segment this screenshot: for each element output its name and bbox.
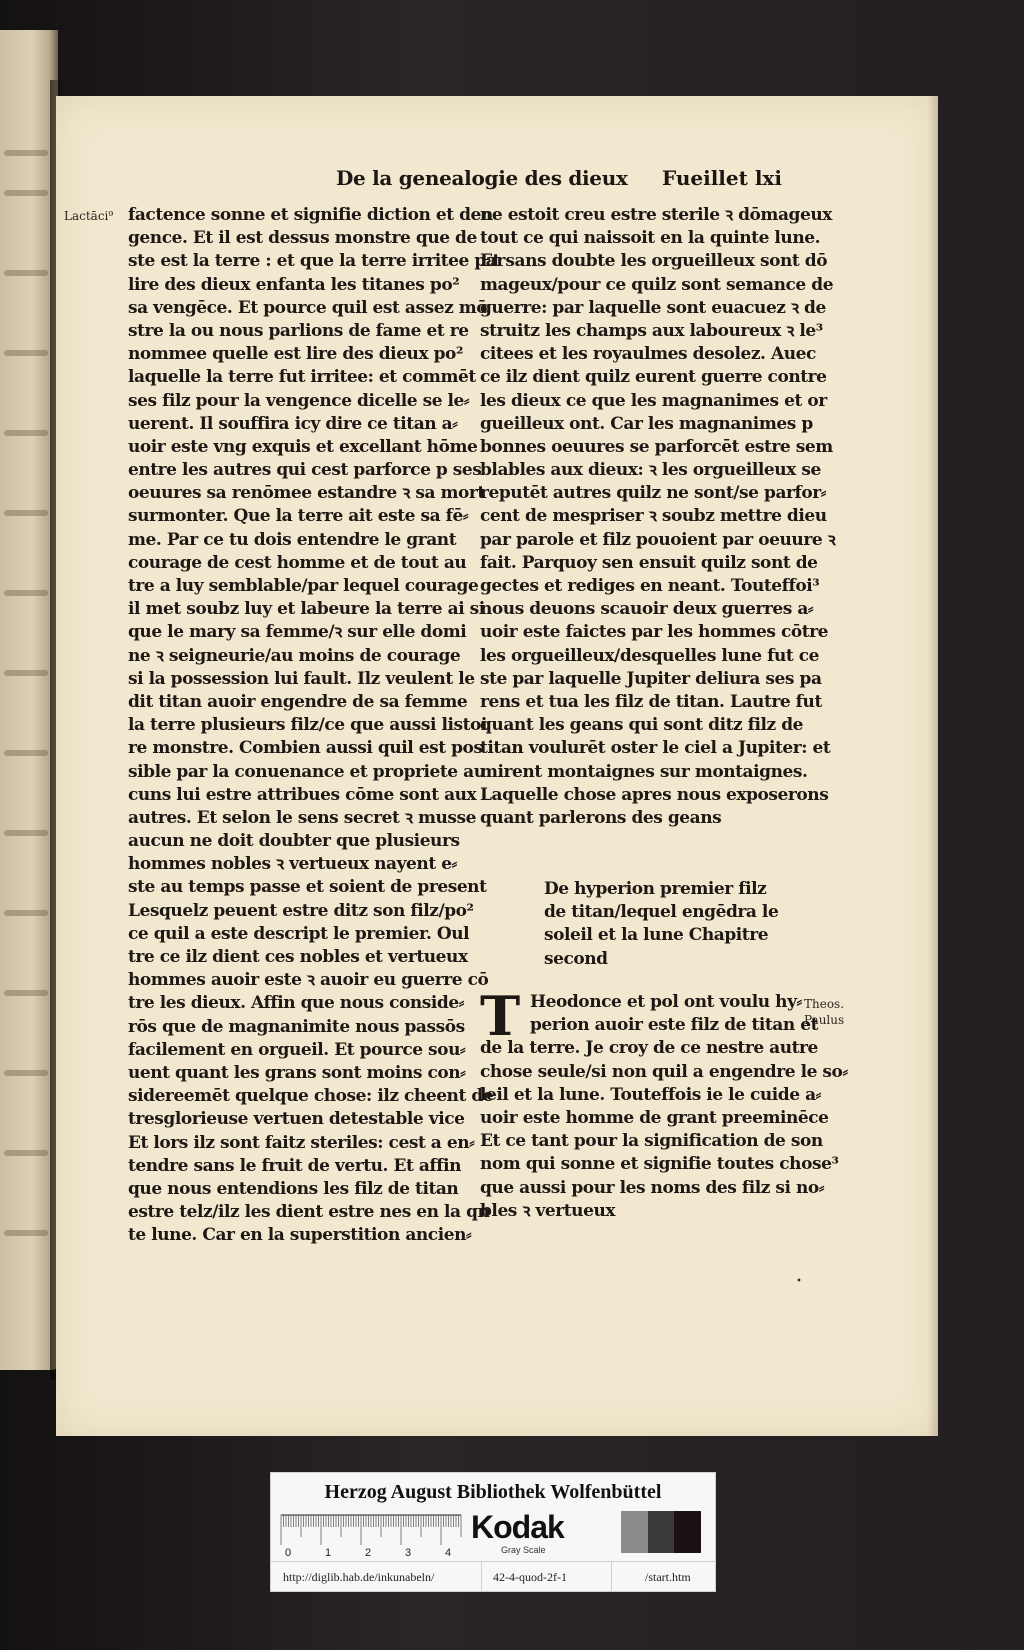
book-page <box>56 96 938 1436</box>
text-line: leil et la lune. Touteffois ie le cuide a⸗ <box>480 1084 821 1105</box>
scale-number: 1 <box>325 1547 332 1559</box>
text-line: que aussi pour les noms des filz si no⸗ <box>480 1177 825 1198</box>
text-line: sible par la conuenance et propriete au <box>128 761 486 782</box>
text-line: Heodonce et pol ont voulu hy⸗ <box>530 992 802 1012</box>
text-line: sidereemēt quelque chose: ilz cheent de <box>128 1086 494 1107</box>
text-line: uoir este faictes par les hommes cōtre <box>480 622 829 643</box>
text-line: facilement en orgueil. Et pource sou⸗ <box>128 1039 466 1060</box>
text-line: ste est la terre : et que la terre irritee par <box>128 251 505 272</box>
text-line: uoir este homme de grant preeminēce <box>480 1107 829 1128</box>
text-line: second <box>544 948 608 969</box>
text-line: ce ilz dient quilz eurent guerre contre <box>480 367 827 388</box>
text-line: citees et les royaulmes desolez. Auec <box>480 344 816 365</box>
scale-number: 4 <box>445 1547 452 1559</box>
url-row <box>271 1561 715 1592</box>
gray-scale-label: Gray Scale <box>501 1545 546 1555</box>
text-line: hommes auoir este ꝛ auoir eu guerre cō <box>128 970 489 991</box>
margin-note-line: Theos. <box>804 997 845 1011</box>
ruler-scale <box>285 1547 465 1561</box>
left-text-column <box>128 204 508 1247</box>
text-line: Et ce tant pour la signification de son <box>480 1131 823 1152</box>
text-line: sa vengēce. Et pource quil est assez mō <box>128 297 488 318</box>
running-head: De la genealogie des dieux <box>336 166 628 190</box>
text-line: nous deuons scauoir deux guerres a⸗ <box>480 599 814 620</box>
library-name: Herzog August Bibliothek Wolfenbüttel <box>324 1481 662 1503</box>
text-line: courage de cest homme et de tout au <box>128 552 467 573</box>
text-line: ce quil a este descript le premier. Oul <box>128 923 470 944</box>
text-line: nommee quelle est lire des dieux po² <box>128 344 463 365</box>
text-line: ne ꝛ seigneurie/au moins de courage <box>128 645 461 666</box>
text-line: laquelle la terre fut irritee: et commēt <box>128 367 476 388</box>
scale-number: 2 <box>365 1547 372 1559</box>
text-line: tre les dieux. Affin que nous conside⸗ <box>128 993 464 1014</box>
text-line: Laquelle chose apres nous exposerons <box>480 784 829 805</box>
text-line: quant les geans qui sont ditz filz de <box>480 715 804 736</box>
text-line: bles ꝛ vertueux <box>480 1200 616 1221</box>
text-line: de titan/lequel engēdra le <box>544 902 779 923</box>
text-line: il met soubz luy et labeure la terre ai si <box>128 599 485 620</box>
text-line: la terre plusieurs filz/ce que aussi listoi <box>128 715 487 736</box>
text-line: ses filz pour la vengence dicelle se le⸗ <box>128 390 470 411</box>
text-line: gence. Et il est dessus monstre que de <box>128 228 477 249</box>
swatch-mid <box>648 1511 675 1553</box>
text-line: dit titan auoir engendre de sa femme <box>128 691 468 712</box>
left-margin-note: Lactāci⁹ <box>64 209 114 223</box>
text-line: soleil et la lune Chapitre <box>544 925 769 946</box>
text-line: factence sonne et signifie diction et den <box>128 205 493 225</box>
text-line: par parole et filz pouoient par oeuure ꝛ <box>480 529 836 550</box>
text-line: gueilleux ont. Car les magnanimes p <box>480 413 813 434</box>
text-line: estre telz/ilz les dient estre nes en la qn <box>128 1202 490 1223</box>
text-line: Et lors ilz sont faitz steriles: cest a en⸗ <box>128 1132 475 1153</box>
text-line: si la possession lui fault. Ilz veulent le <box>128 668 475 689</box>
text-line: autres. Et selon le sens secret ꝛ musse <box>128 807 477 828</box>
text-line: re monstre. Combien aussi quil est pos <box>128 738 483 759</box>
text-line: hommes nobles ꝛ vertueux nayent e⸗ <box>128 854 457 875</box>
url-end: /start.htm <box>645 1570 691 1584</box>
text-line: Lesquelz peuent estre ditz son filz/po² <box>128 900 474 921</box>
text-line: blables aux dieux: ꝛ les orgueilleux se <box>480 460 821 481</box>
scale-number: 3 <box>405 1547 412 1559</box>
text-line: cuns lui estre attribues cōme sont aux <box>128 784 477 805</box>
text-line: lire des dieux enfanta les titanes po² <box>128 274 460 295</box>
text-line: mageux/pour ce quilz sont semance de <box>480 274 834 295</box>
right-text-column <box>480 204 836 830</box>
text-line: surmonter. Que la terre ait este sa fē⸗ <box>128 506 469 527</box>
gray-scale-swatches <box>621 1511 701 1553</box>
text-line: titan voulurēt oster le ciel a Jupiter: et <box>480 738 831 759</box>
text-line: tre a luy semblable/par lequel courage <box>128 576 479 596</box>
text-line: gectes et rediges en neant. Touteffoi³ <box>480 576 820 596</box>
text-line: tresglorieuse vertuen detestable vice <box>128 1109 465 1130</box>
text-line: guerre: par laquelle sont euacuez ꝛ de <box>480 297 826 318</box>
text-line: tre ce ilz dient ces nobles et vertueux <box>128 947 468 967</box>
text-line: ne estoit creu estre sterile ꝛ dōmageux <box>480 205 832 225</box>
text-line: tendre sans le fruit de vertu. Et affin <box>128 1155 462 1176</box>
text-line: reputēt autres quilz ne sont/se parfor⸗ <box>480 483 826 504</box>
text-line: de la terre. Je croy de ce nestre autre <box>480 1038 818 1059</box>
text-line: me. Par ce tu dois entendre le grant <box>128 529 457 550</box>
text-line: uoir este vng exquis et excellant hōme <box>128 436 478 457</box>
text-line: chose seule/si non quil a engendre le so⸗ <box>480 1061 848 1082</box>
text-line: ste au temps passe et soient de present <box>128 877 487 898</box>
text-line: Et sans doubte les orgueilleux sont dō <box>480 251 828 272</box>
text-line: quant parlerons des geans <box>480 807 722 828</box>
text-line: struitz les champs aux laboureux ꝛ le³ <box>480 320 823 341</box>
text-line: De hyperion premier filz <box>544 879 767 899</box>
text-line: que nous entendions les filz de titan <box>128 1178 459 1199</box>
text-line: tout ce qui naissoit en la quinte lune. <box>480 228 821 249</box>
text-line: uerent. Il souffira icy dire ce titan a⸗ <box>128 413 458 434</box>
swatch-dark <box>674 1511 701 1553</box>
text-line: te lune. Car en la superstition ancien⸗ <box>128 1225 472 1246</box>
margin-note-line: Paulus <box>804 1013 845 1027</box>
text-line: les orgueilleux/desquelles lune fut ce <box>480 645 819 666</box>
kodak-logo: Kodak <box>471 1509 564 1545</box>
text-line: ste par laquelle Jupiter deliura ses pa <box>480 668 822 689</box>
drop-cap: T <box>480 984 521 1048</box>
folio-number: Fueillet lxi <box>662 166 782 190</box>
text-line: bonnes oeuures se parforcēt estre sem <box>480 436 833 457</box>
library-card <box>270 1472 716 1592</box>
text-line: les dieux ce que les magnanimes et or <box>480 390 827 411</box>
text-line: entre les autres qui cest parforce p ses <box>128 460 482 481</box>
chapter-heading <box>544 878 784 971</box>
swatch-light <box>621 1511 648 1553</box>
text-line: uent quant les grans sont moins con⸗ <box>128 1062 466 1083</box>
text-line: cent de mespriser ꝛ soubz mettre dieu <box>480 506 827 527</box>
shelfmark: 42-4-quod-2f-1 <box>493 1570 567 1584</box>
text-line: mirent montaignes sur montaignes. <box>480 761 808 782</box>
text-line: rens et tua les filz de titan. Lautre fut <box>480 691 822 712</box>
url-base: http://diglib.hab.de/inkunabeln/ <box>283 1570 435 1584</box>
text-line: rōs que de magnanimite nous passōs <box>128 1016 465 1037</box>
text-line: nom qui sonne et signifie toutes chose³ <box>480 1154 839 1175</box>
text-line: aucun ne doit doubter que plusieurs <box>128 831 460 852</box>
text-line: fait. Parquoy sen ensuit quilz sont de <box>480 552 818 573</box>
ink-mark: • <box>796 1276 802 1287</box>
text-line: oeuures sa renōmee estandre ꝛ sa mort <box>128 483 485 504</box>
scale-number: 0 <box>285 1547 292 1559</box>
text-line: perion auoir este filz de titan et <box>530 1015 819 1036</box>
text-line: que le mary sa femme/ꝛ sur elle domi <box>128 622 467 643</box>
text-line: stre la ou nous parlions de fame et re <box>128 320 469 341</box>
